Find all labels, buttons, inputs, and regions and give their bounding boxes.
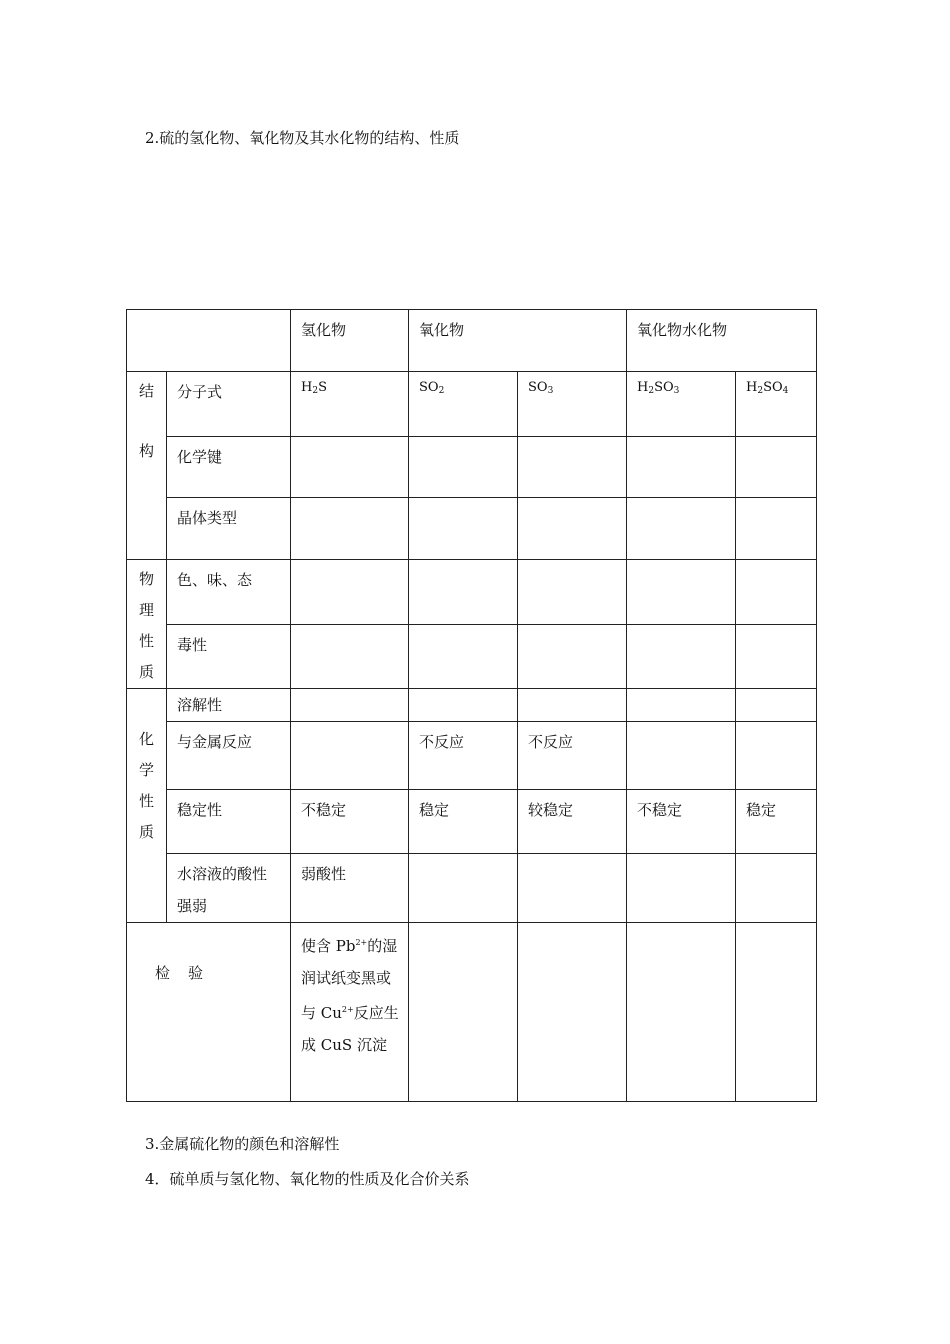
cell-h2so3-bond bbox=[627, 437, 736, 498]
cell-so3-metal: 不反应 bbox=[518, 722, 627, 790]
row-label-acidity: 水溶液的酸性 强弱 bbox=[167, 854, 291, 923]
col-header-hydride: 氢化物 bbox=[291, 310, 409, 372]
cell-so2-acidity bbox=[409, 854, 518, 923]
cell-so3-acidity bbox=[518, 854, 627, 923]
cell-h2so4-crystal bbox=[736, 498, 817, 560]
formula-so2: $SO_2$ bbox=[409, 372, 518, 437]
formula-h2so3: $H_2SO_3$ bbox=[627, 372, 736, 437]
cell-h2so4-bond bbox=[736, 437, 817, 498]
cell-h2so4-acidity bbox=[736, 854, 817, 923]
cell-h2so4-solubility bbox=[736, 689, 817, 722]
cell-h2so3-toxicity bbox=[627, 624, 736, 689]
cell-so3-toxicity bbox=[518, 624, 627, 689]
cell-h2so3-solubility bbox=[627, 689, 736, 722]
row-label-stability: 稳定性 bbox=[167, 790, 291, 854]
cell-h2so3-crystal bbox=[627, 498, 736, 560]
cell-h2so3-acidity bbox=[627, 854, 736, 923]
cell-h2so3-inspection bbox=[627, 923, 736, 1102]
col-header-oxide-hydrate: 氧化物水化物 bbox=[627, 310, 817, 372]
row-label-solubility: 溶解性 bbox=[167, 689, 291, 722]
row-label-toxicity: 毒性 bbox=[167, 624, 291, 689]
cell-so2-inspection bbox=[409, 923, 518, 1102]
cell-h2s-stability: 不稳定 bbox=[291, 790, 409, 854]
group-physical: 物 理 性 质 bbox=[127, 560, 167, 689]
cell-so3-solubility bbox=[518, 689, 627, 722]
cell-h2s-color bbox=[291, 560, 409, 625]
cell-h2so4-metal bbox=[736, 722, 817, 790]
cell-so2-color bbox=[409, 560, 518, 625]
row-label-metal-reaction: 与金属反应 bbox=[167, 722, 291, 790]
header-empty-cell bbox=[127, 310, 291, 372]
cell-so3-color bbox=[518, 560, 627, 625]
cell-h2s-bond bbox=[291, 437, 409, 498]
cell-h2s-acidity: 弱酸性 bbox=[291, 854, 409, 923]
cell-so3-bond bbox=[518, 437, 627, 498]
formula-h2s: $H_2S$ bbox=[291, 372, 409, 437]
cell-h2so4-inspection bbox=[736, 923, 817, 1102]
cell-so2-metal: 不反应 bbox=[409, 722, 518, 790]
cell-so3-crystal bbox=[518, 498, 627, 560]
cell-h2so4-color bbox=[736, 560, 817, 625]
cell-h2s-inspection: 使含 $Pb^{2+}$的湿 润试纸变黑或 与 $Cu^{2+}$反应生 成 CuS 沉淀 bbox=[291, 923, 409, 1102]
section-2-heading: 2.硫的氢化物、氧化物及其水化物的结构、性质 bbox=[145, 129, 460, 147]
group-chemical: 化 学 性 质 bbox=[127, 689, 167, 923]
cell-so2-stability: 稳定 bbox=[409, 790, 518, 854]
row-label-crystal: 晶体类型 bbox=[167, 498, 291, 560]
row-label-color: 色、味、态 bbox=[167, 560, 291, 625]
cell-h2so4-toxicity bbox=[736, 624, 817, 689]
cell-h2so3-metal bbox=[627, 722, 736, 790]
cell-h2so3-color bbox=[627, 560, 736, 625]
row-label-inspection: 检 验 bbox=[127, 923, 291, 1102]
cell-h2s-metal bbox=[291, 722, 409, 790]
cell-so2-crystal bbox=[409, 498, 518, 560]
row-label-formula: 分子式 bbox=[167, 372, 291, 437]
cell-h2s-crystal bbox=[291, 498, 409, 560]
cell-h2so4-stability: 稳定 bbox=[736, 790, 817, 854]
row-label-bond: 化学键 bbox=[167, 437, 291, 498]
section-3-heading: 3.金属硫化物的颜色和溶解性 bbox=[145, 1135, 340, 1153]
cell-so2-toxicity bbox=[409, 624, 518, 689]
cell-h2s-solubility bbox=[291, 689, 409, 722]
cell-so2-bond bbox=[409, 437, 518, 498]
cell-h2s-toxicity bbox=[291, 624, 409, 689]
cell-so3-inspection bbox=[518, 923, 627, 1102]
col-header-oxide: 氧化物 bbox=[409, 310, 627, 372]
formula-h2so4: $H_2SO_4$ bbox=[736, 372, 817, 437]
section-4-heading: 4．硫单质与氢化物、氧化物的性质及化合价关系 bbox=[145, 1170, 470, 1188]
formula-so3: $SO_3$ bbox=[518, 372, 627, 437]
sulfur-compounds-table bbox=[126, 309, 817, 1102]
cell-h2so3-stability: 不稳定 bbox=[627, 790, 736, 854]
cell-so2-solubility bbox=[409, 689, 518, 722]
group-structure: 结 构 bbox=[127, 372, 167, 560]
cell-so3-stability: 较稳定 bbox=[518, 790, 627, 854]
